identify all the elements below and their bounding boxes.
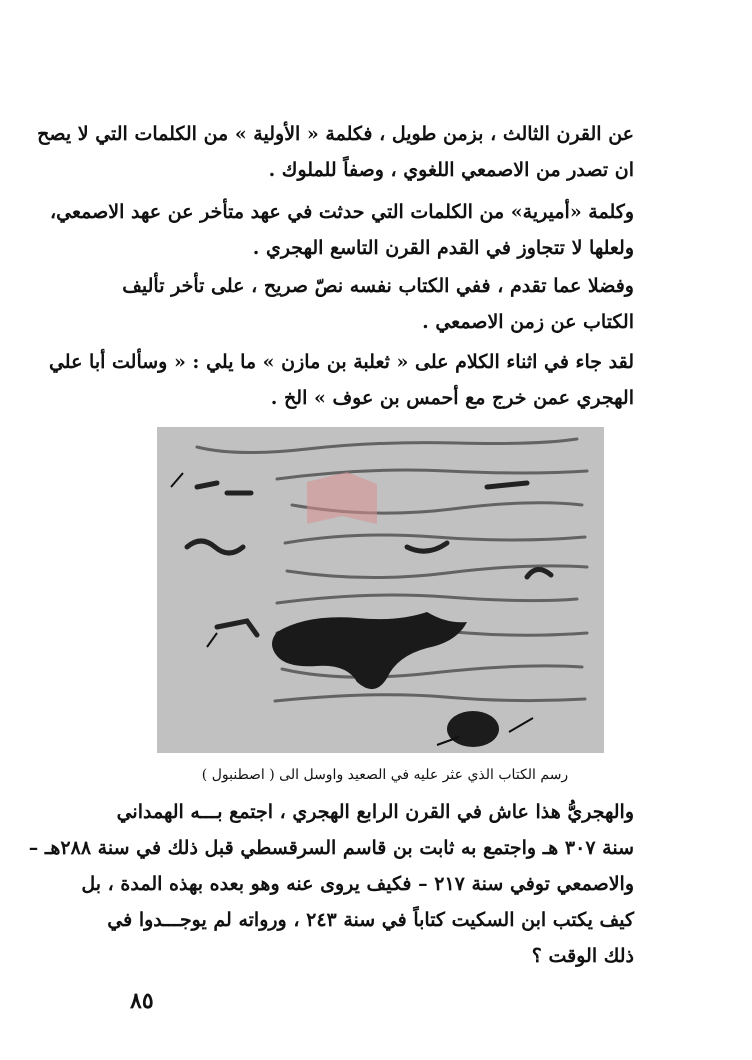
paragraph-4: [48, 344, 634, 416]
text-line: عن القرن الثالث ، بزمن طويل ، فكلمة « الأولية » من الكلمات التي لا يصح: [37, 123, 634, 145]
manuscript-image: [157, 427, 604, 753]
text-line: وفضلا عما تقدم ، ففي الكتاب نفسه نصّ صريح ، على تأخر تأليف: [122, 275, 634, 297]
text-line: والهجريُّ هذا عاش في القرن الرابع الهجري ، اجتمع بـــه الهمداني: [116, 801, 634, 823]
paragraph-3: [112, 268, 634, 340]
text-line: لقد جاء في اثناء الكلام على « ثعلبة بن مازن » ما يلي : « وسألت أبا علي: [48, 351, 634, 373]
text-line: الكتاب عن زمن الاصمعي .: [422, 311, 634, 333]
manuscript-photo: [157, 427, 604, 753]
text-line: ولعلها لا تتجاوز في القدم القرن التاسع الهجري .: [252, 237, 634, 259]
text-line: ذلك الوقت ؟: [531, 945, 634, 967]
text-line: الهجري عمن خرج مع أحمس بن عوف » الخ .: [270, 387, 634, 409]
paragraph-2: [50, 194, 634, 266]
text-line: والاصمعي توفي سنة ٢١٧ – فكيف يروى عنه وهو بعده بهذه المدة ، بل: [81, 873, 634, 895]
paragraph-1: [37, 116, 634, 188]
text-line: ان تصدر من الاصمعي اللغوي ، وصفاً للملوك .: [268, 159, 634, 181]
text-line: وكلمة «أميرية» من الكلمات التي حدثت في عهد متأخر عن عهد الاصمعي،: [50, 201, 634, 223]
text-line: سنة ٣٠٧ هـ واجتمع به ثابت بن قاسم السرقسطي قبل ذلك في سنة ٢٨٨هـ –: [28, 837, 634, 859]
page-number: ٨٥: [130, 988, 154, 1014]
paragraph-5: [28, 794, 634, 974]
text-line: كيف يكتب ابن السكيت كتاباً في سنة ٢٤٣ ، ورواته لم يوجـــدوا في: [107, 909, 634, 931]
figure-caption: رسم الكتاب الذي عثر عليه في الصعيد واوسل الى ( اصطنبول ): [201, 767, 569, 783]
